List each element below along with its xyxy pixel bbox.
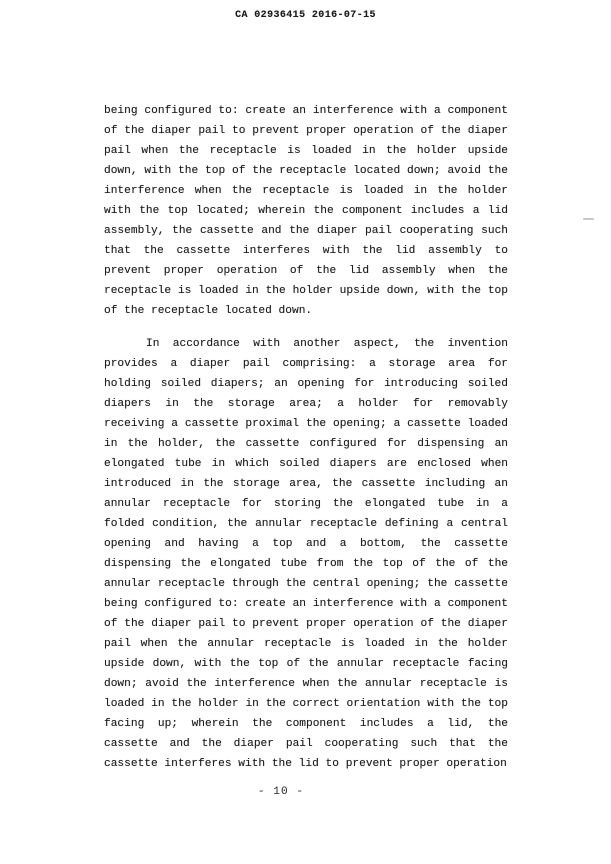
- text-line: provides a diaper pail comprising: a storage area for: [104, 358, 508, 370]
- text-line: elongated tube in which soiled diapers are enclosed when: [104, 458, 508, 470]
- text-line: interference when the receptacle is loaded in the holder: [104, 185, 508, 197]
- text-line: receptacle is loaded in the holder upside down, with the top: [104, 285, 508, 297]
- scan-artifact: [583, 218, 594, 220]
- page-number: - 10 -: [257, 786, 305, 798]
- text-line: holding soiled diapers; an opening for introducing soiled: [104, 378, 508, 390]
- text-line: down; avoid the interference when the annular receptacle is: [104, 678, 508, 690]
- text-line: with the top located; wherein the component includes a lid: [104, 205, 508, 217]
- document-body: [104, 101, 508, 774]
- text-line: opening and having a top and a bottom, the cassette: [104, 538, 508, 550]
- text-line: being configured to: create an interference with a component: [104, 105, 508, 117]
- text-line: loaded in the holder in the correct orientation with the top: [104, 698, 508, 710]
- text-line: annular receptacle for storing the elongated tube in a: [104, 498, 508, 510]
- text-line: that the cassette interferes with the lid assembly to: [104, 245, 508, 257]
- text-line: upside down, with the top of the annular receptacle facing: [104, 658, 508, 670]
- text-line: in the holder, the cassette configured for dispensing an: [104, 438, 508, 450]
- text-line: pail when the receptacle is loaded in the holder upside: [104, 145, 508, 157]
- document-header: CA 02936415 2016-07-15: [235, 10, 376, 21]
- text-line: down, with the top of the receptacle located down; avoid the: [104, 165, 508, 177]
- text-line: cassette interferes with the lid to prevent proper operation: [104, 758, 507, 770]
- text-line: assembly, the cassette and the diaper pail cooperating such: [104, 225, 508, 237]
- text-line: folded condition, the annular receptacle defining a central: [104, 518, 508, 530]
- text-line: of the diaper pail to prevent proper operation of the diaper: [104, 125, 508, 137]
- text-line: of the receptacle located down.: [104, 305, 313, 317]
- text-line: being configured to: create an interference with a component: [104, 598, 508, 610]
- text-line: facing up; wherein the component includes a lid, the: [104, 718, 508, 730]
- text-line: diapers in the storage area; a holder for removably: [104, 398, 508, 410]
- paragraph: [104, 101, 508, 321]
- text-line: dispensing the elongated tube from the top of the of the: [104, 558, 508, 570]
- text-line: introduced in the storage area, the cassette including an: [104, 478, 508, 490]
- paragraph: [104, 334, 508, 774]
- text-line: of the diaper pail to prevent proper operation of the diaper: [104, 618, 508, 630]
- text-line: annular receptacle through the central opening; the cassette: [104, 578, 508, 590]
- text-line: pail when the annular receptacle is loaded in the holder: [104, 638, 508, 650]
- text-line: In accordance with another aspect, the invention: [146, 338, 508, 350]
- text-line: cassette and the diaper pail cooperating such that the: [104, 738, 508, 750]
- text-line: prevent proper operation of the lid assembly when the: [104, 265, 508, 277]
- text-line: receiving a cassette proximal the opening; a cassette loaded: [104, 418, 508, 430]
